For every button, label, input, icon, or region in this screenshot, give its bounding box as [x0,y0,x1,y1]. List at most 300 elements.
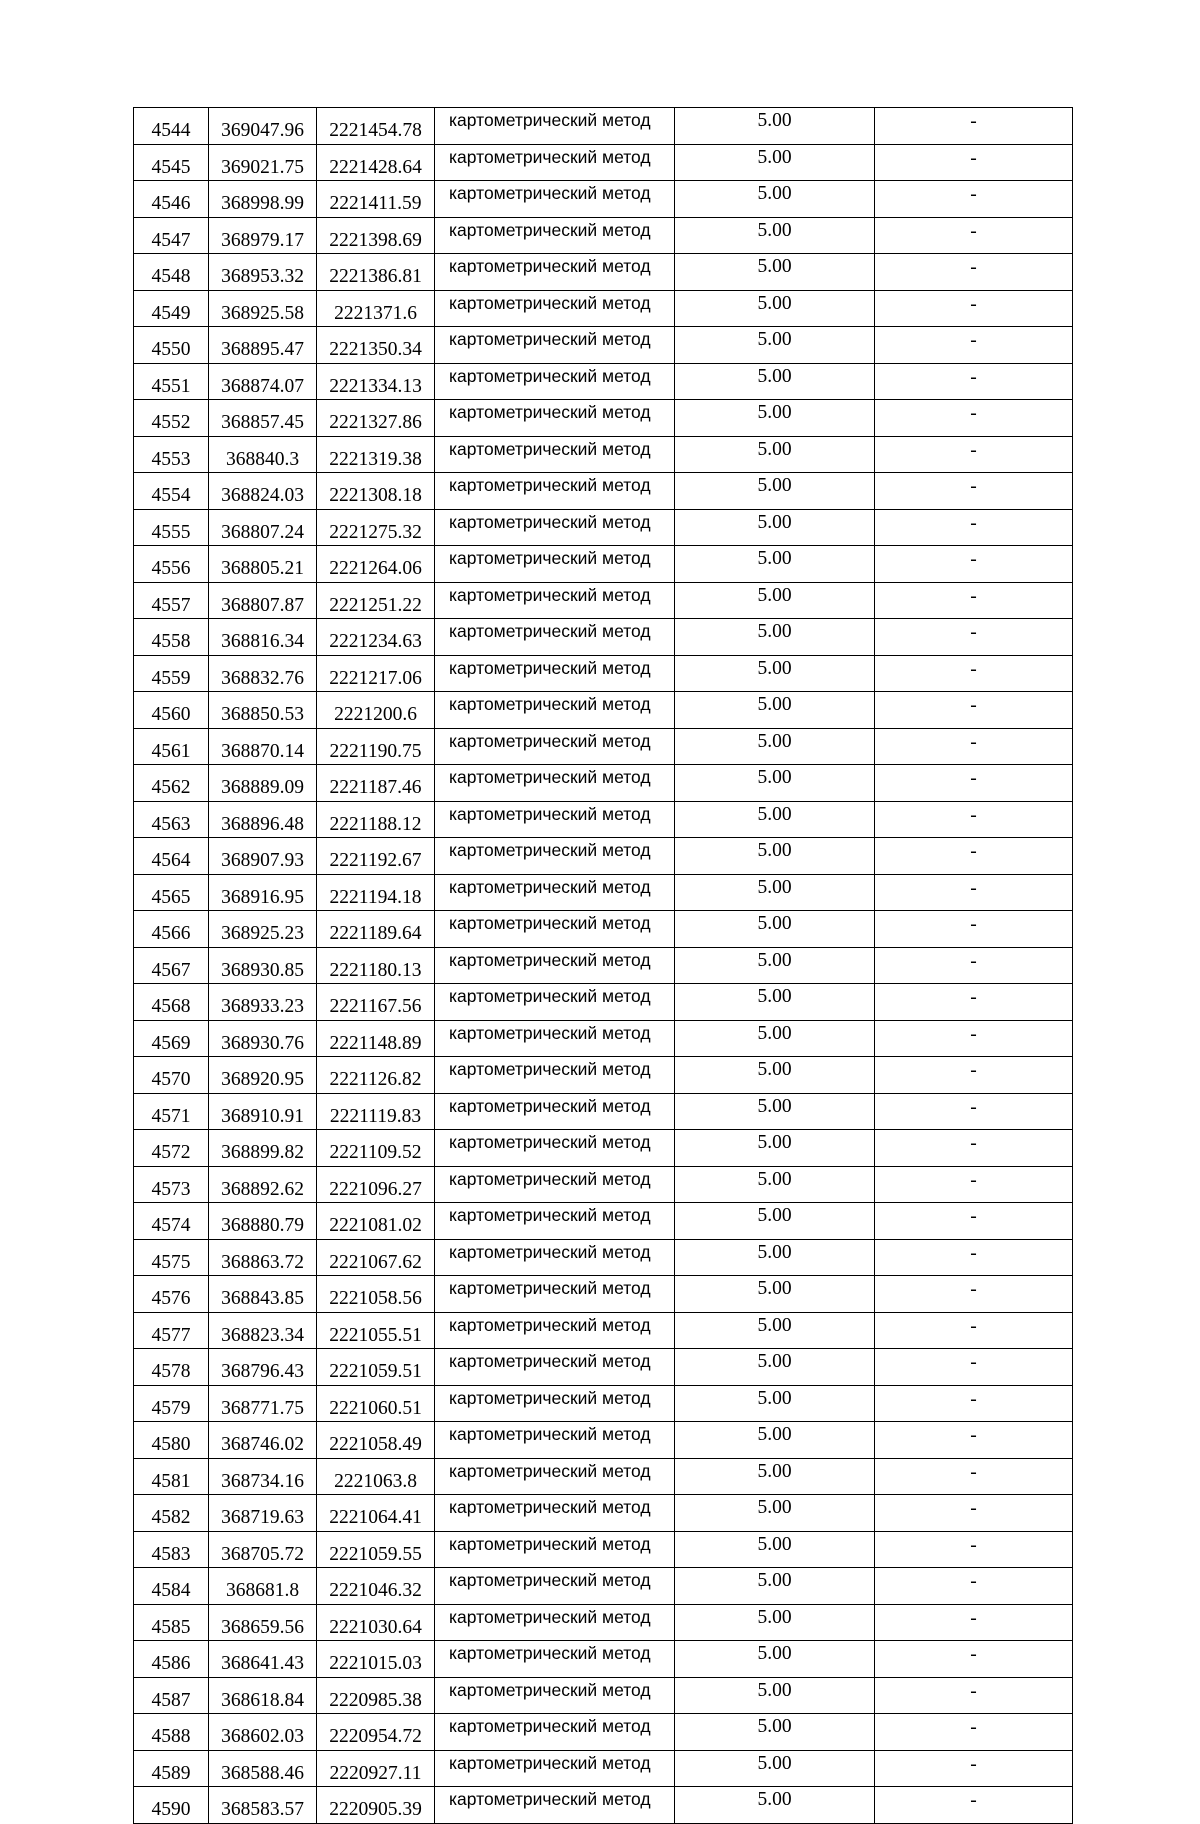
x-coordinate-cell: 368953.32 [209,254,317,291]
accuracy-cell: 5.00 [675,1750,875,1787]
x-coordinate-cell: 368824.03 [209,473,317,510]
x-coordinate-cell: 368719.63 [209,1495,317,1532]
description-cell: - [875,1239,1073,1276]
method-cell: картометрический метод [435,947,675,984]
method-cell: картометрический метод [435,473,675,510]
x-coordinate-cell: 368930.85 [209,947,317,984]
accuracy-cell: 5.00 [675,1714,875,1751]
x-coordinate-cell: 368907.93 [209,838,317,875]
table-row [134,1276,1073,1313]
x-coordinate-cell: 368899.82 [209,1130,317,1167]
description-cell: - [875,254,1073,291]
table-row [134,655,1073,692]
accuracy-cell: 5.00 [675,947,875,984]
accuracy-cell: 5.00 [675,1130,875,1167]
accuracy-cell: 5.00 [675,1495,875,1532]
point-number-cell: 4563 [134,801,209,838]
method-cell: картометрический метод [435,1604,675,1641]
description-cell: - [875,546,1073,583]
accuracy-cell: 5.00 [675,254,875,291]
x-coordinate-cell: 368998.99 [209,181,317,218]
method-cell: картометрический метод [435,181,675,218]
point-number-cell: 4557 [134,582,209,619]
description-cell: - [875,1057,1073,1094]
table-row [134,1641,1073,1678]
description-cell: - [875,1787,1073,1824]
point-number-cell: 4585 [134,1604,209,1641]
y-coordinate-cell: 2221015.03 [317,1641,435,1678]
y-coordinate-cell: 2221327.86 [317,400,435,437]
accuracy-cell: 5.00 [675,1166,875,1203]
accuracy-cell: 5.00 [675,400,875,437]
method-cell: картометрический метод [435,1239,675,1276]
method-cell: картометрический метод [435,692,675,729]
method-cell: картометрический метод [435,984,675,1021]
description-cell: - [875,984,1073,1021]
method-cell: картометрический метод [435,1458,675,1495]
accuracy-cell: 5.00 [675,655,875,692]
method-cell: картометрический метод [435,728,675,765]
description-cell: - [875,765,1073,802]
method-cell: картометрический метод [435,254,675,291]
point-number-cell: 4579 [134,1385,209,1422]
x-coordinate-cell: 368870.14 [209,728,317,765]
point-number-cell: 4590 [134,1787,209,1824]
description-cell: - [875,801,1073,838]
description-cell: - [875,1203,1073,1240]
table-row [134,473,1073,510]
accuracy-cell: 5.00 [675,765,875,802]
accuracy-cell: 5.00 [675,874,875,911]
x-coordinate-cell: 368874.07 [209,363,317,400]
accuracy-cell: 5.00 [675,144,875,181]
description-cell: - [875,655,1073,692]
y-coordinate-cell: 2221167.56 [317,984,435,1021]
description-cell: - [875,108,1073,145]
y-coordinate-cell: 2221275.32 [317,509,435,546]
point-number-cell: 4581 [134,1458,209,1495]
accuracy-cell: 5.00 [675,217,875,254]
y-coordinate-cell: 2221350.34 [317,327,435,364]
point-number-cell: 4559 [134,655,209,692]
point-number-cell: 4561 [134,728,209,765]
table-row [134,692,1073,729]
table-row [134,1166,1073,1203]
y-coordinate-cell: 2221096.27 [317,1166,435,1203]
accuracy-cell: 5.00 [675,1531,875,1568]
method-cell: картометрический метод [435,1568,675,1605]
y-coordinate-cell: 2221319.38 [317,436,435,473]
table-row [134,582,1073,619]
y-coordinate-cell: 2221126.82 [317,1057,435,1094]
y-coordinate-cell: 2221058.49 [317,1422,435,1459]
description-cell: - [875,327,1073,364]
description-cell: - [875,619,1073,656]
table-row [134,546,1073,583]
x-coordinate-cell: 368805.21 [209,546,317,583]
table-row [134,1093,1073,1130]
x-coordinate-cell: 368916.95 [209,874,317,911]
description-cell: - [875,1349,1073,1386]
table-row [134,290,1073,327]
point-number-cell: 4545 [134,144,209,181]
table-row [134,947,1073,984]
accuracy-cell: 5.00 [675,984,875,1021]
point-number-cell: 4589 [134,1750,209,1787]
accuracy-cell: 5.00 [675,1787,875,1824]
point-number-cell: 4556 [134,546,209,583]
y-coordinate-cell: 2221046.32 [317,1568,435,1605]
description-cell: - [875,1020,1073,1057]
point-number-cell: 4549 [134,290,209,327]
point-number-cell: 4568 [134,984,209,1021]
y-coordinate-cell: 2221264.06 [317,546,435,583]
x-coordinate-cell: 368807.24 [209,509,317,546]
description-cell: - [875,144,1073,181]
table-row [134,1020,1073,1057]
accuracy-cell: 5.00 [675,327,875,364]
method-cell: картометрический метод [435,582,675,619]
method-cell: картометрический метод [435,1641,675,1678]
description-cell: - [875,181,1073,218]
x-coordinate-cell: 368705.72 [209,1531,317,1568]
table-row [134,728,1073,765]
accuracy-cell: 5.00 [675,363,875,400]
method-cell: картометрический метод [435,765,675,802]
method-cell: картометрический метод [435,1312,675,1349]
x-coordinate-cell: 368816.34 [209,619,317,656]
method-cell: картометрический метод [435,1787,675,1824]
y-coordinate-cell: 2221081.02 [317,1203,435,1240]
x-coordinate-cell: 368892.62 [209,1166,317,1203]
point-number-cell: 4547 [134,217,209,254]
point-number-cell: 4565 [134,874,209,911]
method-cell: картометрический метод [435,1495,675,1532]
point-number-cell: 4550 [134,327,209,364]
point-number-cell: 4575 [134,1239,209,1276]
y-coordinate-cell: 2221060.51 [317,1385,435,1422]
point-number-cell: 4574 [134,1203,209,1240]
table-row [134,765,1073,802]
table-row [134,1677,1073,1714]
accuracy-cell: 5.00 [675,911,875,948]
point-number-cell: 4569 [134,1020,209,1057]
table-row [134,1130,1073,1167]
x-coordinate-cell: 368863.72 [209,1239,317,1276]
point-number-cell: 4567 [134,947,209,984]
point-number-cell: 4564 [134,838,209,875]
y-coordinate-cell: 2221234.63 [317,619,435,656]
method-cell: картометрический метод [435,801,675,838]
method-cell: картометрический метод [435,400,675,437]
description-cell: - [875,838,1073,875]
y-coordinate-cell: 2221200.6 [317,692,435,729]
x-coordinate-cell: 368796.43 [209,1349,317,1386]
x-coordinate-cell: 368618.84 [209,1677,317,1714]
accuracy-cell: 5.00 [675,582,875,619]
table-row [134,1604,1073,1641]
method-cell: картометрический метод [435,1750,675,1787]
method-cell: картометрический метод [435,1166,675,1203]
y-coordinate-cell: 2221067.62 [317,1239,435,1276]
method-cell: картометрический метод [435,327,675,364]
description-cell: - [875,692,1073,729]
accuracy-cell: 5.00 [675,1239,875,1276]
method-cell: картометрический метод [435,1422,675,1459]
method-cell: картометрический метод [435,874,675,911]
x-coordinate-cell: 368925.58 [209,290,317,327]
point-number-cell: 4576 [134,1276,209,1313]
y-coordinate-cell: 2221190.75 [317,728,435,765]
x-coordinate-cell: 368588.46 [209,1750,317,1787]
accuracy-cell: 5.00 [675,1568,875,1605]
y-coordinate-cell: 2221398.69 [317,217,435,254]
table-row [134,1057,1073,1094]
point-number-cell: 4548 [134,254,209,291]
description-cell: - [875,1677,1073,1714]
y-coordinate-cell: 2221454.78 [317,108,435,145]
table-row [134,217,1073,254]
y-coordinate-cell: 2221064.41 [317,1495,435,1532]
accuracy-cell: 5.00 [675,546,875,583]
point-number-cell: 4560 [134,692,209,729]
point-number-cell: 4553 [134,436,209,473]
x-coordinate-cell: 368857.45 [209,400,317,437]
y-coordinate-cell: 2221386.81 [317,254,435,291]
point-number-cell: 4562 [134,765,209,802]
x-coordinate-cell: 368746.02 [209,1422,317,1459]
description-cell: - [875,728,1073,765]
description-cell: - [875,400,1073,437]
x-coordinate-cell: 368920.95 [209,1057,317,1094]
y-coordinate-cell: 2221192.67 [317,838,435,875]
x-coordinate-cell: 368832.76 [209,655,317,692]
accuracy-cell: 5.00 [675,1057,875,1094]
y-coordinate-cell: 2221189.64 [317,911,435,948]
point-number-cell: 4571 [134,1093,209,1130]
point-number-cell: 4584 [134,1568,209,1605]
table-row [134,1349,1073,1386]
description-cell: - [875,1495,1073,1532]
y-coordinate-cell: 2221251.22 [317,582,435,619]
table-row [134,838,1073,875]
table-row [134,1203,1073,1240]
table-row [134,1495,1073,1532]
description-cell: - [875,436,1073,473]
y-coordinate-cell: 2221119.83 [317,1093,435,1130]
method-cell: картометрический метод [435,1276,675,1313]
x-coordinate-cell: 368681.8 [209,1568,317,1605]
y-coordinate-cell: 2220927.11 [317,1750,435,1787]
point-number-cell: 4554 [134,473,209,510]
x-coordinate-cell: 368925.23 [209,911,317,948]
table-row [134,509,1073,546]
table-row [134,363,1073,400]
accuracy-cell: 5.00 [675,290,875,327]
accuracy-cell: 5.00 [675,1276,875,1313]
y-coordinate-cell: 2221217.06 [317,655,435,692]
accuracy-cell: 5.00 [675,692,875,729]
y-coordinate-cell: 2221059.51 [317,1349,435,1386]
x-coordinate-cell: 368734.16 [209,1458,317,1495]
point-number-cell: 4555 [134,509,209,546]
method-cell: картометрический метод [435,1714,675,1751]
point-number-cell: 4573 [134,1166,209,1203]
y-coordinate-cell: 2221194.18 [317,874,435,911]
y-coordinate-cell: 2221428.64 [317,144,435,181]
accuracy-cell: 5.00 [675,1422,875,1459]
description-cell: - [875,1714,1073,1751]
method-cell: картометрический метод [435,619,675,656]
method-cell: картометрический метод [435,1531,675,1568]
table-row [134,911,1073,948]
accuracy-cell: 5.00 [675,1385,875,1422]
table-row [134,1787,1073,1824]
y-coordinate-cell: 2221334.13 [317,363,435,400]
x-coordinate-cell: 368771.75 [209,1385,317,1422]
x-coordinate-cell: 368979.17 [209,217,317,254]
description-cell: - [875,1166,1073,1203]
x-coordinate-cell: 368896.48 [209,801,317,838]
method-cell: картометрический метод [435,1057,675,1094]
accuracy-cell: 5.00 [675,728,875,765]
table-row [134,874,1073,911]
accuracy-cell: 5.00 [675,801,875,838]
table-row [134,1568,1073,1605]
table-row [134,1714,1073,1751]
x-coordinate-cell: 368840.3 [209,436,317,473]
method-cell: картометрический метод [435,436,675,473]
point-number-cell: 4580 [134,1422,209,1459]
description-cell: - [875,582,1073,619]
x-coordinate-cell: 368880.79 [209,1203,317,1240]
description-cell: - [875,1385,1073,1422]
description-cell: - [875,473,1073,510]
accuracy-cell: 5.00 [675,838,875,875]
method-cell: картометрический метод [435,911,675,948]
description-cell: - [875,1604,1073,1641]
accuracy-cell: 5.00 [675,509,875,546]
x-coordinate-cell: 368910.91 [209,1093,317,1130]
point-number-cell: 4551 [134,363,209,400]
description-cell: - [875,1312,1073,1349]
table-row [134,1531,1073,1568]
accuracy-cell: 5.00 [675,1458,875,1495]
description-cell: - [875,1276,1073,1313]
description-cell: - [875,874,1073,911]
description-cell: - [875,290,1073,327]
table-row [134,801,1073,838]
point-number-cell: 4587 [134,1677,209,1714]
table-row [134,327,1073,364]
table-row [134,181,1073,218]
y-coordinate-cell: 2221148.89 [317,1020,435,1057]
x-coordinate-cell: 369021.75 [209,144,317,181]
x-coordinate-cell: 369047.96 [209,108,317,145]
y-coordinate-cell: 2220985.38 [317,1677,435,1714]
accuracy-cell: 5.00 [675,1641,875,1678]
x-coordinate-cell: 368602.03 [209,1714,317,1751]
method-cell: картометрический метод [435,1385,675,1422]
description-cell: - [875,1568,1073,1605]
y-coordinate-cell: 2221371.6 [317,290,435,327]
table-row [134,108,1073,145]
description-cell: - [875,1641,1073,1678]
y-coordinate-cell: 2221055.51 [317,1312,435,1349]
x-coordinate-cell: 368641.43 [209,1641,317,1678]
accuracy-cell: 5.00 [675,436,875,473]
point-number-cell: 4578 [134,1349,209,1386]
method-cell: картометрический метод [435,1349,675,1386]
method-cell: картометрический метод [435,1677,675,1714]
y-coordinate-cell: 2220954.72 [317,1714,435,1751]
accuracy-cell: 5.00 [675,1312,875,1349]
description-cell: - [875,1130,1073,1167]
table-row [134,144,1073,181]
point-number-cell: 4586 [134,1641,209,1678]
point-number-cell: 4552 [134,400,209,437]
description-cell: - [875,509,1073,546]
method-cell: картометрический метод [435,838,675,875]
point-number-cell: 4572 [134,1130,209,1167]
x-coordinate-cell: 368895.47 [209,327,317,364]
method-cell: картометрический метод [435,546,675,583]
y-coordinate-cell: 2221030.64 [317,1604,435,1641]
method-cell: картометрический метод [435,655,675,692]
accuracy-cell: 5.00 [675,619,875,656]
y-coordinate-cell: 2221058.56 [317,1276,435,1313]
table-row [134,619,1073,656]
y-coordinate-cell: 2221411.59 [317,181,435,218]
description-cell: - [875,1750,1073,1787]
x-coordinate-cell: 368583.57 [209,1787,317,1824]
accuracy-cell: 5.00 [675,1604,875,1641]
method-cell: картометрический метод [435,290,675,327]
description-cell: - [875,217,1073,254]
method-cell: картометрический метод [435,509,675,546]
method-cell: картометрический метод [435,108,675,145]
method-cell: картометрический метод [435,1020,675,1057]
table-row [134,1239,1073,1276]
coordinates-table-body [134,108,1073,1824]
point-number-cell: 4570 [134,1057,209,1094]
point-number-cell: 4588 [134,1714,209,1751]
accuracy-cell: 5.00 [675,181,875,218]
accuracy-cell: 5.00 [675,108,875,145]
x-coordinate-cell: 368850.53 [209,692,317,729]
table-row [134,1750,1073,1787]
description-cell: - [875,1422,1073,1459]
coordinates-table [133,107,1073,1824]
x-coordinate-cell: 368930.76 [209,1020,317,1057]
description-cell: - [875,947,1073,984]
accuracy-cell: 5.00 [675,1349,875,1386]
point-number-cell: 4544 [134,108,209,145]
y-coordinate-cell: 2221188.12 [317,801,435,838]
table-row [134,984,1073,1021]
method-cell: картометрический метод [435,363,675,400]
description-cell: - [875,1531,1073,1568]
description-cell: - [875,1093,1073,1130]
point-number-cell: 4566 [134,911,209,948]
point-number-cell: 4577 [134,1312,209,1349]
x-coordinate-cell: 368889.09 [209,765,317,802]
table-row [134,1458,1073,1495]
y-coordinate-cell: 2221308.18 [317,473,435,510]
x-coordinate-cell: 368843.85 [209,1276,317,1313]
x-coordinate-cell: 368659.56 [209,1604,317,1641]
description-cell: - [875,363,1073,400]
